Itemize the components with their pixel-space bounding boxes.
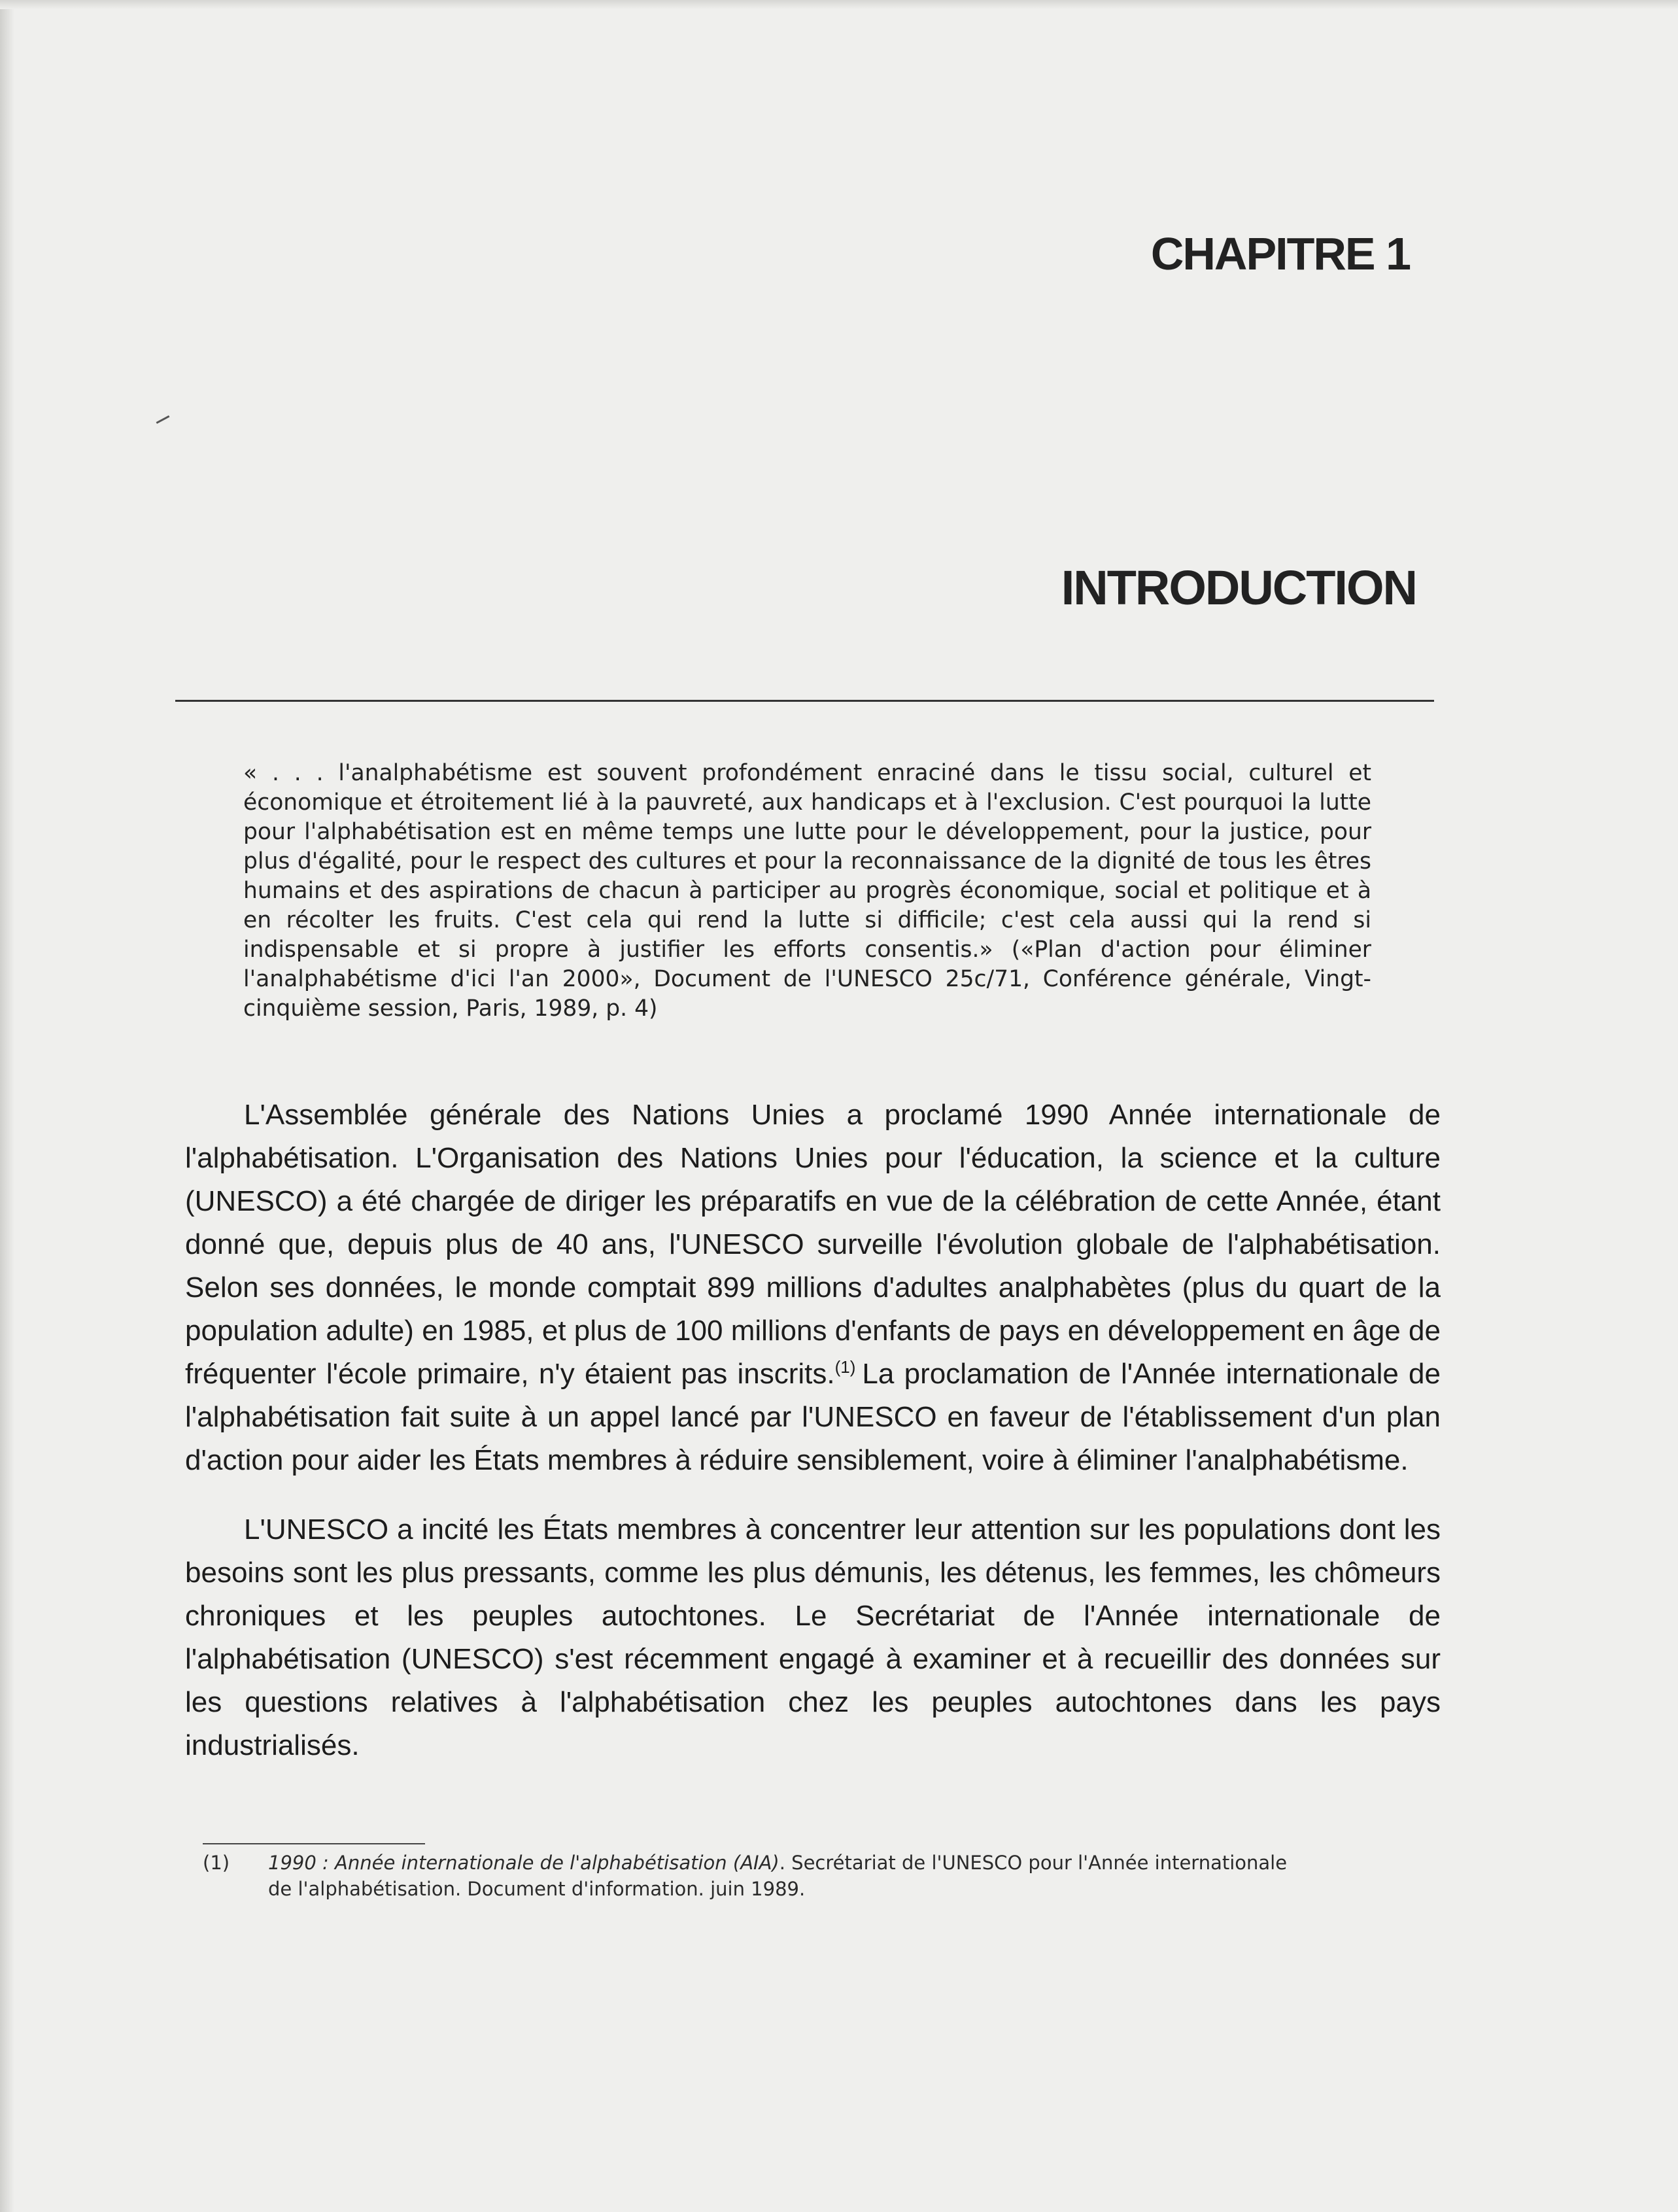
body-paragraph: L'UNESCO a incité les États membres à concentrer leur attention sur les populations dont les besoins sont les plus pressants, comme les plus démunis, les détenus, les femmes, les chômeurs chroniques et les peuples autochtones. Le Secrétariat de l'Année internationale de l'alphabétisation (UNESCO) s'est récemment engagé à examiner et à recueillir des données sur les questions relatives à l'alphabétisation chez les peuples autochtones dans les pays industrialisés.: [185, 1513, 1441, 1761]
footnote-marker: (1): [203, 1852, 230, 1874]
footnote: [203, 1850, 1439, 1902]
paragraph-text: La proclamation de l'Année internationale de l'alphabétisation fait suite à un appel lancé par l'UNESCO en faveur de l'établissement d'un plan d'action pour aider les États membres à réduire sensiblement, voire à éliminer l'analphabétisme.: [185, 1358, 1441, 1476]
epigraph-quote: « . . . l'analphabétisme est souvent profondément enraciné dans le tissu social, culturel et économique et étroitement lié à la pauvreté, aux handicaps et à l'exclusion. C'est pourquoi la lutte pour l'alphabétisation est en même temps une lutte pour le développement, pour la justice, pour plus d'égalité, pour le respect des cultures et pour la reconnaissance de la dignité de tous les êtres humains et des aspirations de chacun à participer au progrès économique, social et politique et à en récolter les fruits. C'est cela qui rend la lutte si difficile; c'est cela aussi qui la rend si indispensable et si propre à justifier les efforts consentis.» («Plan d'action pour éliminer l'analphabétisme d'ici l'an 2000», Document de l'UNESCO 25c/71, Conférence générale, Vingt-cinquième session, Paris, 1989, p. 4): [243, 760, 1371, 1022]
footnote-line: [203, 1850, 1439, 1876]
footnote-line-continuation: de l'alphabétisation. Document d'information. juin 1989.: [268, 1878, 806, 1900]
chapter-label: CHAPITRE 1: [1150, 228, 1410, 279]
body-text: [185, 1094, 1441, 1793]
title-divider: [175, 700, 1434, 702]
footnote-italic-title: 1990 : Année internationale de l'alphabétisation (AIA): [268, 1852, 779, 1874]
footnote-source: . Secrétariat de l'UNESCO pour l'Année internationale: [779, 1852, 1288, 1874]
stray-pen-mark: [156, 415, 170, 424]
section-title: INTRODUCTION: [1061, 561, 1416, 615]
page-edge-shadow-left: [0, 0, 14, 2212]
footnote-divider: [203, 1843, 425, 1844]
page-edge-shadow-top: [0, 0, 1678, 9]
footnote-reference: (1): [834, 1357, 856, 1377]
body-paragraph: [185, 1094, 1441, 1482]
paragraph-text: L'Assemblée générale des Nations Unies a proclamé 1990 Année internationale de l'alphabétisation. L'Organisation des Nations Unies pour l'éducation, la science et la culture (UNESCO) a été chargée de diriger les préparatifs en vue de la célébration de cette Année, étant donné que, depuis plus de 40 ans, l'UNESCO surveille l'évolution globale de l'alphabétisation. Selon ses données, le monde comptait 899 millions d'adultes analphabètes (plus du quart de la population adulte) en 1985, et plus de 100 millions d'enfants de pays en développement en âge de fréquenter l'école primaire, n'y étaient pas inscrits.: [185, 1099, 1441, 1390]
